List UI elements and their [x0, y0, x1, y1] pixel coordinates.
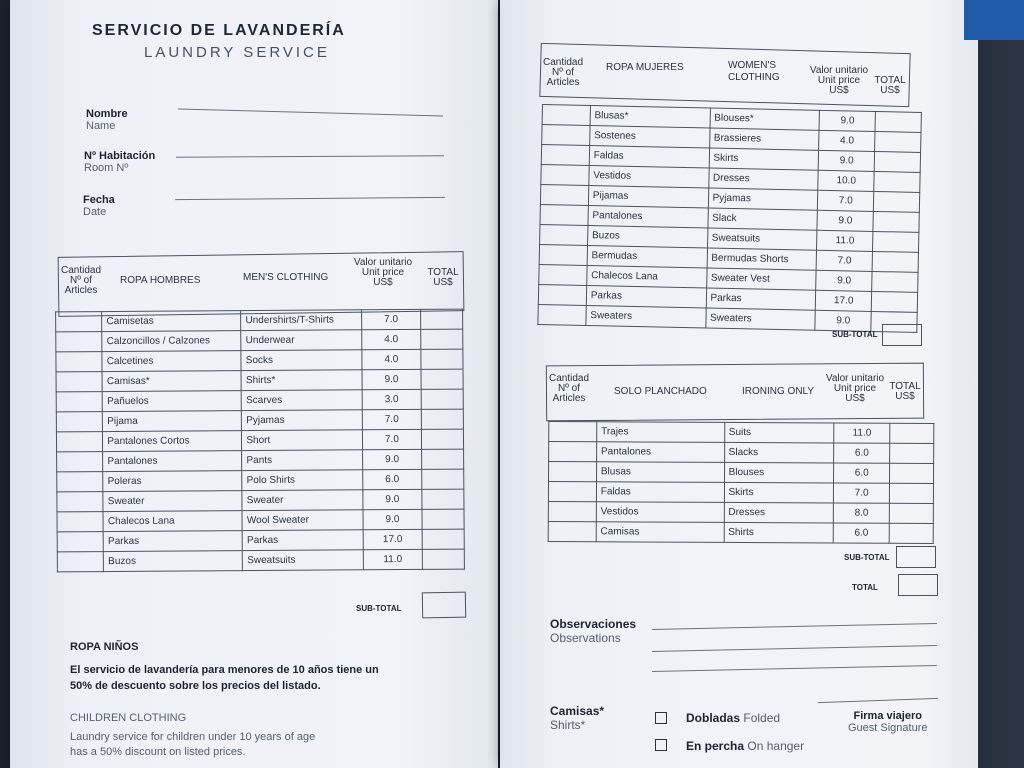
qty-cell[interactable]: [539, 264, 587, 285]
unit-price: 9.0: [816, 270, 872, 291]
qty-cell[interactable]: [57, 472, 103, 492]
item-name-es: Pijamas: [588, 185, 708, 208]
qty-cell[interactable]: [57, 552, 103, 572]
ironing-total-header: [888, 382, 922, 402]
item-name-es: Camisas: [596, 522, 724, 543]
table-row: [548, 481, 933, 503]
women-subtotal-label: SUB-TOTAL: [832, 330, 878, 339]
unit-price: 9.0: [362, 369, 421, 389]
ironing-qty-es: Cantidad: [548, 373, 590, 384]
unit-price: 4.0: [362, 349, 421, 369]
item-name-en: Pyjamas: [708, 188, 818, 210]
table-row: [56, 349, 463, 372]
observations-es: Observaciones: [550, 617, 637, 631]
ironing-qty-header: [548, 374, 590, 404]
item-name-es: Poleras: [103, 471, 242, 492]
item-name-es: Calzoncillos / Calzones: [102, 331, 241, 352]
shirts-es: Camisas*: [550, 704, 605, 718]
ironing-title-en: IRONING ONLY: [742, 386, 815, 397]
unit-header-en: Unit price: [361, 267, 405, 278]
item-name-es: Buzos: [104, 551, 243, 572]
item-name-es: Faldas: [596, 482, 724, 503]
item-name-es: Sostenes: [589, 126, 709, 149]
folded-checkbox[interactable]: [655, 712, 667, 724]
ironing-subtotal-box[interactable]: [896, 546, 936, 568]
ironing-qty-en2: Articles: [552, 393, 586, 404]
observations-label: [550, 617, 636, 645]
total-cell[interactable]: [421, 429, 463, 449]
total-cell[interactable]: [421, 389, 463, 409]
unit-price: 8.0: [834, 503, 890, 523]
total-cell[interactable]: [873, 211, 919, 232]
ironing-unit-en: Unit price: [833, 383, 877, 394]
item-name-en: Sweater Vest: [706, 268, 816, 290]
form-title-en: LAUNDRY SERVICE: [144, 44, 330, 61]
kids-title-en: CHILDREN CLOTHING: [70, 712, 187, 724]
unit-price: 6.0: [363, 469, 422, 489]
ironing-subtotal-label: SUB-TOTAL: [844, 553, 890, 562]
signature-en: Guest Signature: [848, 722, 928, 734]
men-subtotal-label: SUB-TOTAL: [356, 604, 402, 613]
hanger-option: [686, 739, 804, 753]
total-cell[interactable]: [890, 463, 934, 483]
qty-cell[interactable]: [548, 481, 596, 501]
folded-en: Folded: [743, 711, 781, 725]
item-name-es: Pantalones: [596, 442, 724, 463]
item-name-en: Parkas: [242, 530, 363, 551]
name-field-label: [86, 108, 128, 132]
item-name-en: Slacks: [724, 442, 834, 463]
shirts-label: [550, 704, 604, 732]
qty-cell[interactable]: [56, 372, 102, 392]
item-name-es: Pantalones: [103, 451, 242, 472]
item-name-en: Suits: [724, 422, 834, 443]
item-name-en: Skirts: [724, 482, 834, 503]
signature-es: Firma viajero: [853, 710, 922, 722]
qty-cell[interactable]: [56, 432, 102, 452]
item-name-es: Parkas: [103, 531, 242, 552]
binder-cover-accent: [964, 0, 1024, 40]
total-cell[interactable]: [422, 549, 464, 569]
name-label-en: Name: [86, 120, 116, 132]
item-name-en: Sweaters: [705, 308, 815, 330]
unit-price: 7.0: [834, 483, 890, 503]
item-name-en: Undershirts/T-Shirts: [241, 310, 362, 331]
women-title-en: [728, 60, 780, 84]
item-name-en: Polo Shirts: [242, 470, 363, 491]
item-name-en: Sweatsuits: [707, 228, 817, 250]
shirts-en: Shirts*: [550, 718, 586, 732]
qty-cell[interactable]: [549, 461, 597, 481]
unit-header-cur: US$: [373, 277, 393, 288]
qty-cell[interactable]: [57, 532, 103, 552]
women-qty-header: [542, 58, 584, 88]
women-subtotal-box[interactable]: [882, 324, 922, 346]
ironing-unit-header: [824, 374, 886, 404]
item-name-es: Pantalones: [588, 205, 708, 228]
ironing-title-es: SOLO PLANCHADO: [614, 386, 707, 397]
total-header: TOTAL: [427, 267, 459, 278]
women-qty-en2: Articles: [546, 77, 580, 88]
total-cell[interactable]: [421, 369, 463, 389]
item-name-en: Socks: [241, 350, 362, 371]
qty-cell[interactable]: [540, 204, 588, 225]
total-cell[interactable]: [875, 111, 921, 132]
men-subtotal-box[interactable]: [422, 592, 466, 619]
total-cell[interactable]: [420, 309, 462, 329]
folded-es: Dobladas: [686, 711, 741, 725]
men-title-es: ROPA HOMBRES: [120, 275, 201, 286]
item-name-en: Blouses: [724, 462, 834, 483]
total-cell[interactable]: [421, 449, 463, 469]
total-cell[interactable]: [889, 503, 933, 523]
table-row: [57, 489, 464, 512]
unit-price: 7.0: [818, 190, 874, 211]
total-cell[interactable]: [421, 469, 463, 489]
item-name-en: Bermudas Shorts: [707, 248, 817, 270]
signature-label: [848, 710, 928, 734]
ironing-total: TOTAL: [889, 381, 921, 392]
unit-price: 9.0: [817, 210, 873, 231]
table-row: [548, 501, 933, 523]
item-name-en: Slack: [707, 208, 817, 230]
total-cell[interactable]: [874, 171, 920, 192]
table-row: [57, 549, 464, 572]
table-row: [56, 409, 463, 432]
unit-price: 9.0: [815, 310, 871, 331]
qty-header-en1: Nº of: [70, 275, 92, 286]
table-row: [57, 529, 464, 552]
table-row: [56, 369, 463, 392]
item-name-en: Short: [242, 430, 363, 451]
unit-price: 7.0: [363, 409, 422, 429]
unit-price: 11.0: [817, 230, 873, 251]
table-row: [57, 449, 464, 472]
unit-price: 11.0: [363, 549, 422, 569]
unit-price: 9.0: [819, 150, 875, 171]
qty-cell[interactable]: [56, 332, 102, 352]
unit-price: 6.0: [834, 443, 890, 463]
table-row: [549, 421, 934, 443]
men-clothing-table: [55, 309, 465, 573]
item-name-en: Scarves: [241, 390, 362, 411]
unit-price: 7.0: [363, 429, 422, 449]
total-cell[interactable]: [873, 231, 919, 252]
unit-price: 9.0: [363, 489, 422, 509]
unit-price: 7.0: [362, 309, 421, 329]
ironing-qty-en1: Nº of: [558, 383, 580, 394]
item-name-en: Sweatsuits: [243, 550, 364, 571]
qty-cell[interactable]: [548, 521, 596, 541]
women-total: TOTAL: [874, 75, 906, 86]
men-title-en: MEN'S CLOTHING: [243, 272, 329, 283]
kids-text-es: El servicio de lavandería para menores de 10 años tiene un 50% de descuento sobre los precios del listado.: [70, 664, 379, 692]
item-name-es: Sweater: [103, 491, 242, 512]
total-cell[interactable]: [890, 443, 934, 463]
total-cell[interactable]: [871, 291, 917, 312]
total-cell[interactable]: [890, 483, 934, 503]
qty-cell[interactable]: [539, 244, 587, 265]
unit-price: 9.0: [363, 449, 422, 469]
qty-cell[interactable]: [57, 452, 103, 472]
hanger-checkbox[interactable]: [655, 739, 667, 751]
total-cell[interactable]: [890, 423, 934, 443]
table-row: [56, 329, 463, 352]
date-label-en: Date: [83, 206, 107, 218]
qty-cell[interactable]: [549, 421, 597, 441]
women-qty-en1: Nº of: [552, 67, 574, 78]
unit-price: 17.0: [816, 290, 872, 311]
total-cell[interactable]: [872, 271, 918, 292]
qty-cell[interactable]: [541, 145, 589, 166]
unit-price: 4.0: [819, 130, 875, 151]
room-field-label: [84, 150, 155, 174]
qty-cell[interactable]: [538, 284, 586, 305]
women-total-header: [872, 76, 908, 96]
folded-option: [686, 711, 780, 725]
qty-cell[interactable]: [540, 184, 588, 205]
men-unit-header: [350, 258, 416, 288]
item-name-es: Bermudas: [587, 245, 707, 268]
women-unit-cur: US$: [829, 85, 849, 96]
unit-price: 9.0: [819, 110, 875, 131]
item-name-es: Parkas: [586, 285, 706, 308]
item-name-en: Skirts: [709, 148, 819, 170]
women-total-cur: US$: [880, 85, 900, 96]
table-row: [56, 389, 463, 412]
total-cell[interactable]: [874, 151, 920, 172]
total-cell[interactable]: [874, 191, 920, 212]
qty-header-en2: Articles: [64, 285, 98, 296]
item-name-es: Camisetas: [102, 311, 241, 332]
item-name-es: Buzos: [587, 225, 707, 248]
women-clothing-table: [537, 104, 922, 333]
date-label-es: Fecha: [83, 194, 115, 206]
total-cell[interactable]: [422, 509, 464, 529]
item-name-es: Blusas*: [590, 106, 710, 129]
men-qty-header: [60, 266, 102, 296]
total-cell[interactable]: [872, 251, 918, 272]
item-name-es: Pañuelos: [102, 391, 241, 412]
table-row: [548, 521, 933, 543]
men-total-header: [424, 268, 462, 288]
table-row: [56, 429, 463, 452]
item-name-es: Faldas: [589, 146, 709, 169]
form-title-es: SERVICIO DE LAVANDERÍA: [92, 22, 346, 39]
grand-total-box[interactable]: [898, 574, 938, 596]
qty-cell[interactable]: [56, 392, 102, 412]
binder-cover: [978, 0, 1024, 768]
ironing-table: [548, 421, 935, 544]
unit-price: 7.0: [816, 250, 872, 271]
unit-price: 6.0: [833, 523, 889, 543]
room-label-en: Room Nº: [84, 162, 129, 174]
item-name-en: Blouses*: [710, 108, 820, 130]
item-name-en: Shirts*: [241, 370, 362, 391]
item-name-en: Parkas: [706, 288, 816, 310]
item-name-es: Trajes: [597, 422, 725, 443]
item-name-en: Pyjamas: [242, 410, 363, 431]
item-name-es: Chalecos Lana: [103, 511, 242, 532]
observations-en: Observations: [550, 631, 621, 645]
unit-price: 4.0: [362, 329, 421, 349]
grand-total-label: TOTAL: [852, 583, 878, 592]
women-qty-es: Cantidad: [542, 57, 584, 68]
kids-text-en: Laundry service for children under 10 years of age has a 50% discount on listed prices.: [70, 731, 316, 758]
item-name-en: Dresses: [708, 168, 818, 190]
item-name-es: Pantalones Cortos: [103, 431, 242, 452]
date-field-label: [83, 194, 115, 218]
table-row: [56, 309, 463, 332]
item-name-es: Chalecos Lana: [586, 265, 706, 288]
item-name-en: Dresses: [724, 502, 834, 523]
item-name-es: Sweaters: [586, 305, 706, 328]
women-unit-header: [808, 66, 870, 96]
room-label-es: Nº Habitación: [84, 150, 156, 162]
qty-cell[interactable]: [542, 105, 590, 126]
unit-price: 10.0: [818, 170, 874, 191]
qty-cell[interactable]: [549, 441, 597, 461]
table-row: [549, 461, 934, 483]
item-name-en: Wool Sweater: [242, 510, 363, 531]
kids-title: ROPA NIÑOS: [70, 641, 139, 653]
item-name-en: Pants: [242, 450, 363, 471]
item-name-es: Calcetines: [102, 351, 241, 372]
total-header-cur: US$: [433, 277, 453, 288]
unit-price: 11.0: [834, 423, 890, 443]
item-name-es: Vestidos: [596, 502, 724, 523]
qty-cell[interactable]: [548, 501, 596, 521]
total-cell[interactable]: [422, 529, 464, 549]
unit-header-es: Valor unitario: [353, 257, 413, 268]
item-name-en: Brassieres: [709, 128, 819, 150]
unit-price: 6.0: [834, 463, 890, 483]
item-name-es: Vestidos: [589, 165, 709, 188]
qty-cell[interactable]: [56, 352, 102, 372]
item-name-en: Shirts: [724, 522, 834, 543]
table-row: [57, 509, 464, 532]
unit-price: 9.0: [363, 509, 422, 529]
qty-cell[interactable]: [540, 224, 588, 245]
women-unit-es: Valor unitario: [809, 65, 869, 76]
table-row: [57, 469, 464, 492]
name-label-es: Nombre: [86, 108, 128, 120]
item-name-en: Sweater: [242, 490, 363, 511]
qty-cell[interactable]: [56, 312, 102, 332]
total-cell[interactable]: [875, 131, 921, 152]
unit-price: 3.0: [362, 389, 421, 409]
table-row: [549, 441, 934, 463]
women-title-en2: CLOTHING: [728, 72, 780, 83]
total-cell[interactable]: [421, 349, 463, 369]
hanger-es: En percha: [686, 739, 745, 753]
total-cell[interactable]: [420, 329, 462, 349]
item-name-es: Blusas: [596, 462, 724, 483]
ironing-unit-cur: US$: [845, 393, 865, 404]
item-name-es: Camisas*: [102, 371, 241, 392]
unit-price: 17.0: [363, 529, 422, 549]
item-name-es: Pijama: [103, 411, 242, 432]
qty-cell[interactable]: [538, 304, 586, 325]
qty-cell[interactable]: [57, 512, 103, 532]
total-cell[interactable]: [422, 489, 464, 509]
qty-cell[interactable]: [57, 492, 103, 512]
hanger-en: On hanger: [747, 739, 805, 753]
item-name-en: Underwear: [241, 330, 362, 351]
qty-cell[interactable]: [542, 125, 590, 146]
total-cell[interactable]: [421, 409, 463, 429]
total-cell[interactable]: [889, 523, 933, 543]
women-title-es: ROPA MUJERES: [606, 62, 684, 73]
ironing-unit-es: Valor unitario: [825, 373, 885, 384]
women-unit-en: Unit price: [817, 75, 861, 86]
ironing-total-cur: US$: [895, 391, 915, 402]
qty-cell[interactable]: [541, 164, 589, 185]
qty-cell[interactable]: [56, 412, 102, 432]
qty-header-es: Cantidad: [60, 265, 102, 276]
women-title-en1: WOMEN'S: [728, 60, 777, 71]
